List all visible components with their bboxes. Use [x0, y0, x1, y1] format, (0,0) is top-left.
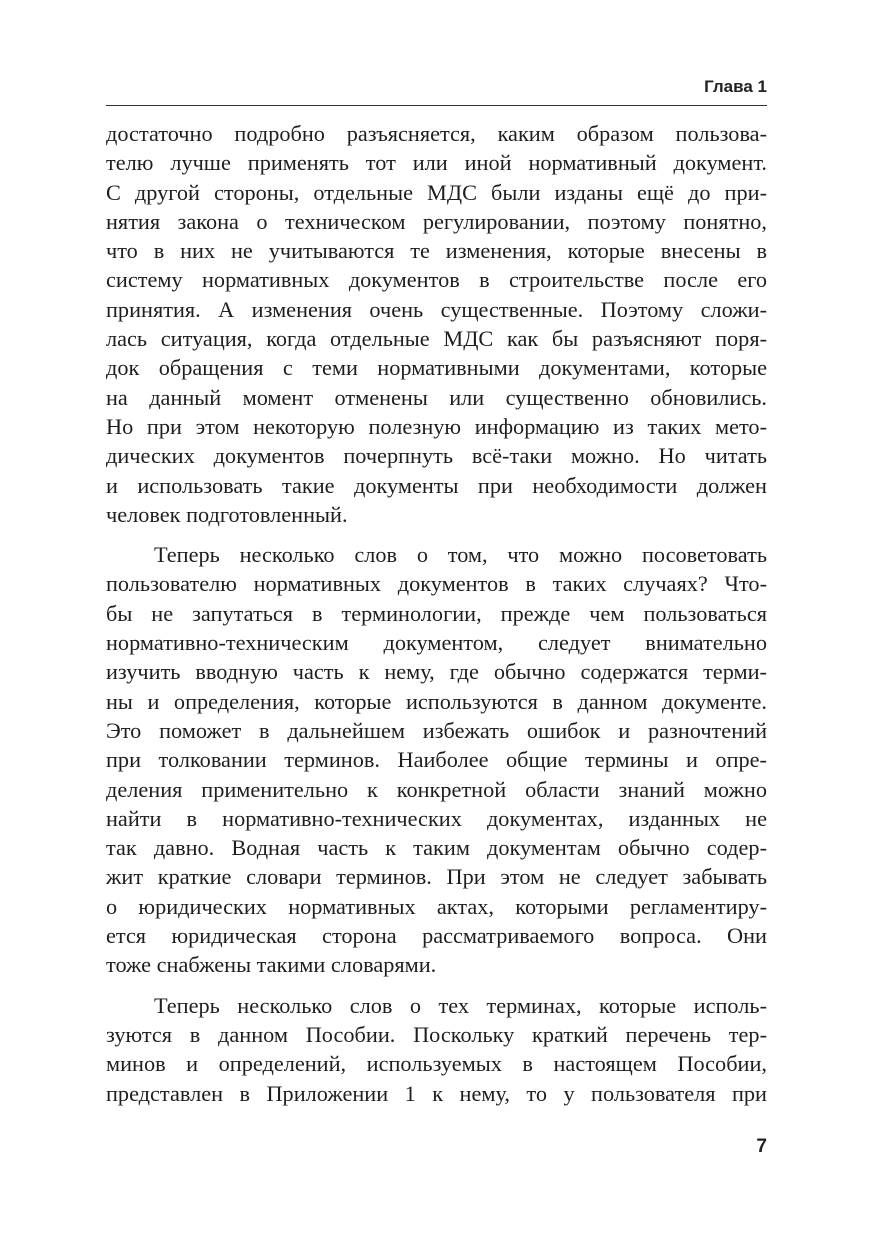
running-header: Глава 1 — [704, 77, 767, 96]
text-line: изучить вводную часть к нему, где обычно содержатся терми- — [106, 659, 767, 685]
text-line: нормативно-техническим документом, следует внимательно — [106, 630, 767, 656]
text-line: минов и определений, используемых в настоящем Пособии, — [106, 1051, 767, 1077]
text-line: Но при этом некоторую полезную информацию из таких мето- — [106, 413, 767, 439]
text-line: Это поможет в дальнейшем избежать ошибок и разночтений — [106, 717, 767, 743]
text-line: Теперь несколько слов о том, что можно посоветовать — [154, 542, 767, 568]
text-line: бы не запутаться в терминологии, прежде чем пользоваться — [106, 600, 767, 626]
text-line: при толковании терминов. Наиболее общие термины и опре- — [106, 747, 767, 773]
text-line: о юридических нормативных актах, которыми регламентиру- — [106, 893, 767, 919]
text-line: систему нормативных документов в строительстве после его — [106, 267, 767, 293]
text-line: пользователю нормативных документов в таких случаях? Что- — [106, 571, 767, 597]
header-divider — [106, 105, 767, 106]
page-number: 7 — [756, 1136, 767, 1157]
text-line: и использовать такие документы при необходимости должен — [106, 472, 767, 498]
text-line: ется юридическая сторона рассматриваемого вопроса. Они — [106, 923, 767, 949]
paragraph-1 — [106, 119, 767, 529]
text-line: человек подготовленный. — [106, 501, 348, 527]
text-line: нятия закона о техническом регулировании, поэтому понятно, — [106, 208, 767, 234]
paragraph-3 — [106, 991, 767, 1108]
text-line: тоже снабжены такими словарями. — [106, 952, 437, 978]
text-line: ны и определения, которые используются в данном документе. — [106, 688, 767, 714]
text-line: жит краткие словари терминов. При этом не следует забывать — [106, 864, 767, 890]
text-line: док обращения с теми нормативными документами, которые — [106, 355, 767, 381]
text-line: С другой стороны, отдельные МДС были изданы ещё до при- — [106, 179, 767, 205]
text-line: дических документов почерпнуть всё-таки можно. Но читать — [106, 443, 767, 469]
text-line: деления применительно к конкретной области знаний можно — [106, 776, 767, 802]
text-line: принятия. А изменения очень существенные. Поэтому сложи- — [106, 296, 767, 322]
text-line: зуются в данном Пособии. Поскольку краткий перечень тер- — [106, 1021, 767, 1047]
text-line: что в них не учитываются те изменения, которые внесены в — [106, 238, 767, 264]
text-line: так давно. Водная часть к таким документам обычно содер- — [106, 835, 767, 861]
text-line: лась ситуация, когда отдельные МДС как бы разъясняют поря- — [106, 326, 767, 352]
text-line: достаточно подробно разъясняется, каким образом пользова- — [106, 121, 767, 146]
text-line: Теперь несколько слов о тех терминах, которые исполь- — [154, 992, 767, 1018]
text-line: представлен в Приложении 1 к нему, то у пользователя при — [106, 1080, 767, 1106]
paragraph-2 — [106, 540, 767, 979]
text-line: телю лучше применять тот или иной нормативный документ. — [106, 150, 767, 176]
text-line: найти в нормативно-технических документах, изданных не — [106, 805, 767, 831]
body-text — [106, 119, 767, 1108]
text-line: на данный момент отменены или существенно обновились. — [106, 384, 767, 410]
